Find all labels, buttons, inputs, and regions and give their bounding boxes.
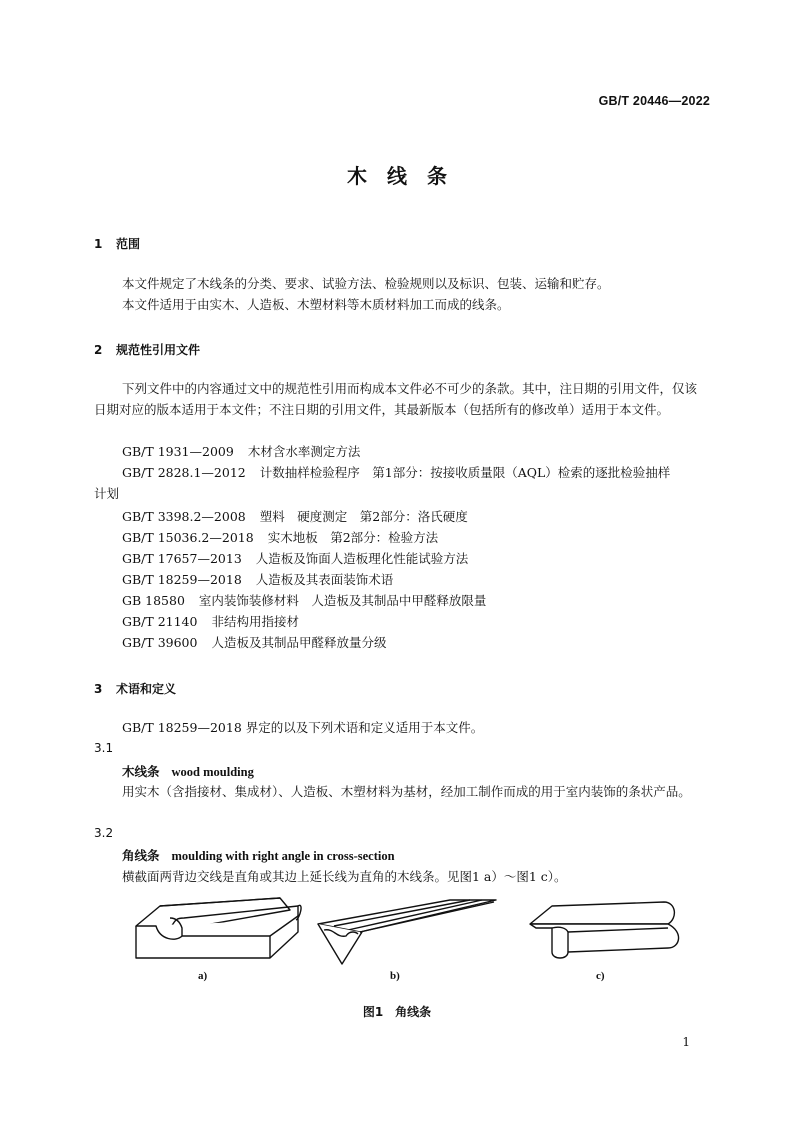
paragraph: GB/T 18259—2018 界定的以及下列术语和定义适用于本文件。 xyxy=(122,720,484,735)
reference-item xyxy=(122,569,393,590)
section-heading-1 xyxy=(94,235,140,252)
ref-title: 计数抽样检验程序 第1部分：按接收质量限（AQL）检索的逐批检验抽样 xyxy=(259,465,671,480)
figure-caption xyxy=(0,1003,794,1020)
ref-title: 木材含水率测定方法 xyxy=(247,444,361,459)
figure-caption-number: 图1 xyxy=(362,1005,384,1019)
ref-title: 人造板及其制品甲醛释放量分级 xyxy=(211,635,387,650)
reference-item xyxy=(122,506,468,527)
ref-code: GB/T 18259—2018 xyxy=(122,572,242,587)
moulding-a-drawing xyxy=(136,898,301,958)
ref-title: 非结构用指接材 xyxy=(211,614,299,629)
document-title: 木 线 条 xyxy=(347,164,447,188)
figure-label-b: b) xyxy=(390,970,400,982)
term-definition: 横截面两背边交线是直角或其边上延长线为直角的木线条。见图1 a）～图1 c）。 xyxy=(122,869,567,884)
term-zh: 木线条 xyxy=(122,764,160,779)
reference-item xyxy=(122,548,468,569)
section-number: 2 xyxy=(94,343,103,357)
standard-number: GB/T 20446—2022 xyxy=(598,94,710,108)
figure-label-a: a) xyxy=(198,970,208,982)
ref-code: GB/T 1931—2009 xyxy=(122,444,234,459)
reference-item xyxy=(122,632,386,653)
term-definition: 用实木（含指接材、集成材）、人造板、木塑材料为基材，经加工制作而成的用于室内装饰的条状产品。 xyxy=(122,784,691,799)
term-heading xyxy=(122,762,254,780)
term-en: wood moulding xyxy=(171,765,254,779)
term-heading xyxy=(122,846,395,864)
reference-item xyxy=(122,611,299,632)
ref-code: GB/T 15036.2—2018 xyxy=(122,530,254,545)
ref-title: 室内装饰装修材料 人造板及其制品中甲醛释放限量 xyxy=(198,593,487,608)
moulding-b-drawing xyxy=(318,900,496,964)
paragraph: 下列文件中的内容通过文中的规范性引用而构成本文件必不可少的条款。其中，注日期的引用文件，仅该日期对应的版本适用于本文件；不注日期的引用文件，其最新版本（包括所有的修改单）适用于本文件。 xyxy=(94,381,698,417)
term-en: moulding with right angle in cross-section xyxy=(171,849,395,863)
ref-code: GB/T 21140 xyxy=(122,614,198,629)
ref-code: GB/T 2828.1—2012 xyxy=(122,465,246,480)
ref-title: 实木地板 第2部分：检验方法 xyxy=(267,530,439,545)
moulding-c-drawing xyxy=(530,902,679,958)
section-title: 规范性引用文件 xyxy=(116,343,201,357)
ref-code: GB/T 39600 xyxy=(122,635,198,650)
reference-item xyxy=(122,462,670,483)
section-number: 1 xyxy=(94,237,103,251)
ref-title: 人造板及其表面装饰术语 xyxy=(255,572,394,587)
term-number: 3.1 xyxy=(94,741,114,755)
section-title: 术语和定义 xyxy=(116,682,177,696)
ref-code: GB/T 17657—2013 xyxy=(122,551,242,566)
section-number: 3 xyxy=(94,682,103,696)
section-heading-3 xyxy=(94,680,176,697)
ref-code: GB/T 3398.2—2008 xyxy=(122,509,246,524)
ref-code: GB 18580 xyxy=(122,593,185,608)
ref-title: 人造板及饰面人造板理化性能试验方法 xyxy=(255,551,469,566)
term-number: 3.2 xyxy=(94,826,114,840)
reference-wrap: 计划 xyxy=(94,486,120,501)
figure-caption-text: 角线条 xyxy=(395,1005,432,1019)
section-title: 范围 xyxy=(116,237,141,251)
page-number: 1 xyxy=(682,1035,690,1049)
ref-title: 塑料 硬度测定 第2部分：洛氏硬度 xyxy=(259,509,468,524)
paragraph: 本文件规定了木线条的分类、要求、试验方法、检验规则以及标识、包装、运输和贮存。 xyxy=(122,276,610,291)
figure-label-c: c) xyxy=(596,970,605,982)
reference-item xyxy=(122,441,360,462)
section-heading-2 xyxy=(94,341,200,358)
reference-item xyxy=(122,527,438,548)
term-zh: 角线条 xyxy=(122,848,160,863)
reference-item xyxy=(122,590,486,611)
paragraph: 本文件适用于由实木、人造板、木塑材料等木质材料加工而成的线条。 xyxy=(122,297,510,312)
